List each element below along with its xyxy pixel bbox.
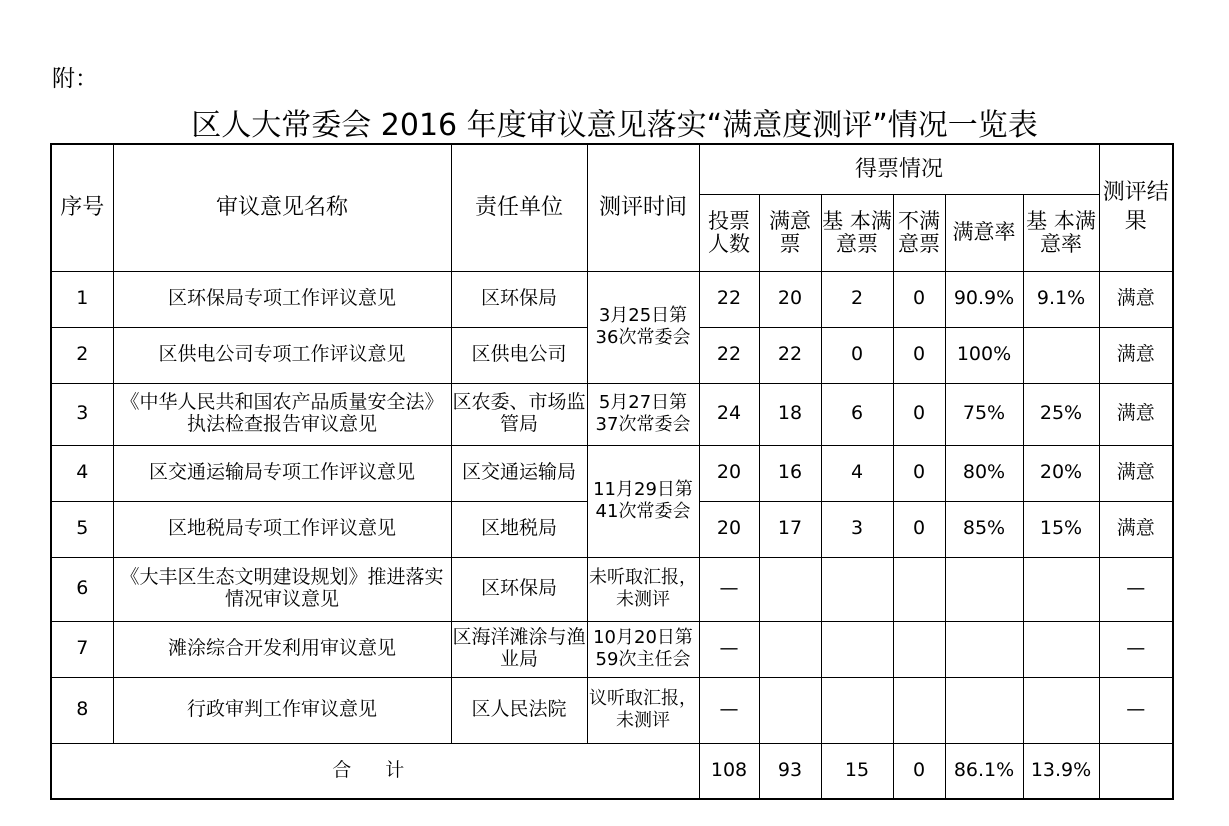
row-unit: 区地税局 bbox=[451, 501, 587, 557]
row-rate: 85% bbox=[945, 501, 1023, 557]
row-unsat bbox=[893, 557, 945, 621]
row-basic: 2 bbox=[821, 271, 893, 327]
row-time: 议听取汇报，未测评 bbox=[587, 677, 699, 743]
page-title: 区人大常委会 2016 年度审议意见落实“满意度测评”情况一览表 bbox=[191, 108, 1038, 143]
header-result: 测评结果 bbox=[1099, 144, 1173, 271]
row-rate: 75% bbox=[945, 383, 1023, 445]
row-satisfied: 16 bbox=[759, 445, 821, 501]
row-name: 《大丰区生态文明建设规划》推进落实情况审议意见 bbox=[113, 557, 451, 621]
row-seq: 5 bbox=[51, 501, 113, 557]
row-rate bbox=[945, 677, 1023, 743]
total-label: 合 计 bbox=[51, 743, 699, 799]
row-name: 区环保局专项工作评议意见 bbox=[113, 271, 451, 327]
row-unsat bbox=[893, 677, 945, 743]
row-basic-rate bbox=[1023, 621, 1099, 677]
row-time: 10月20日第59次主任会 bbox=[587, 621, 699, 677]
row-basic: 3 bbox=[821, 501, 893, 557]
row-seq: 2 bbox=[51, 327, 113, 383]
row-voters: 24 bbox=[699, 383, 759, 445]
row-unit: 区海洋滩涂与渔业局 bbox=[451, 621, 587, 677]
total-voters: 108 bbox=[699, 743, 759, 799]
row-rate bbox=[945, 557, 1023, 621]
row-satisfied bbox=[759, 677, 821, 743]
row-basic-rate bbox=[1023, 677, 1099, 743]
row-unit: 区农委、市场监管局 bbox=[451, 383, 587, 445]
row-voters: 22 bbox=[699, 271, 759, 327]
row-result: — bbox=[1099, 677, 1173, 743]
total-basic-rate: 13.9% bbox=[1023, 743, 1099, 799]
row-rate bbox=[945, 621, 1023, 677]
row-voters: — bbox=[699, 621, 759, 677]
row-voters: — bbox=[699, 677, 759, 743]
header-unsatisfied: 不满意票 bbox=[893, 194, 945, 271]
row-voters: 22 bbox=[699, 327, 759, 383]
row-result: 满意 bbox=[1099, 327, 1173, 383]
row-satisfied: 17 bbox=[759, 501, 821, 557]
row-seq: 8 bbox=[51, 677, 113, 743]
total-basic: 15 bbox=[821, 743, 893, 799]
row-basic-rate: 25% bbox=[1023, 383, 1099, 445]
row-basic-rate: 9.1% bbox=[1023, 271, 1099, 327]
row-unsat: 0 bbox=[893, 271, 945, 327]
row-result: 满意 bbox=[1099, 445, 1173, 501]
header-seq: 序号 bbox=[51, 144, 113, 271]
row-basic: 4 bbox=[821, 445, 893, 501]
row-basic bbox=[821, 621, 893, 677]
row-basic-rate bbox=[1023, 327, 1099, 383]
row-unit: 区环保局 bbox=[451, 271, 587, 327]
attachment-prefix: 附： bbox=[52, 66, 98, 92]
row-unit: 区交通运输局 bbox=[451, 445, 587, 501]
header-satisfied: 满意票 bbox=[759, 194, 821, 271]
row-basic-rate bbox=[1023, 557, 1099, 621]
row-seq: 6 bbox=[51, 557, 113, 621]
header-basic-rate: 基 本满意率 bbox=[1023, 194, 1099, 271]
row-time: 11月29日第41次常委会 bbox=[587, 445, 699, 557]
row-unit: 区供电公司 bbox=[451, 327, 587, 383]
row-time: 5月27日第37次常委会 bbox=[587, 383, 699, 445]
header-unit: 责任单位 bbox=[451, 144, 587, 271]
row-result: 满意 bbox=[1099, 501, 1173, 557]
header-voters: 投票人数 bbox=[699, 194, 759, 271]
evaluation-table bbox=[50, 143, 1174, 800]
total-satisfied: 93 bbox=[759, 743, 821, 799]
row-basic bbox=[821, 677, 893, 743]
row-seq: 7 bbox=[51, 621, 113, 677]
row-basic bbox=[821, 557, 893, 621]
row-name: 行政审判工作审议意见 bbox=[113, 677, 451, 743]
row-satisfied: 22 bbox=[759, 327, 821, 383]
row-unsat: 0 bbox=[893, 501, 945, 557]
row-unit: 区人民法院 bbox=[451, 677, 587, 743]
total-rate: 86.1% bbox=[945, 743, 1023, 799]
row-satisfied bbox=[759, 557, 821, 621]
header-basic-satisfied: 基 本满意票 bbox=[821, 194, 893, 271]
header-rate: 满意率 bbox=[945, 194, 1023, 271]
row-unsat: 0 bbox=[893, 445, 945, 501]
row-basic-rate: 15% bbox=[1023, 501, 1099, 557]
row-result: — bbox=[1099, 621, 1173, 677]
header-votes-group: 得票情况 bbox=[699, 144, 1099, 194]
row-time: 未听取汇报，未测评 bbox=[587, 557, 699, 621]
row-unsat bbox=[893, 621, 945, 677]
header-name: 审议意见名称 bbox=[113, 144, 451, 271]
total-result bbox=[1099, 743, 1173, 799]
row-seq: 3 bbox=[51, 383, 113, 445]
row-name: 《中华人民共和国农产品质量安全法》执法检查报告审议意见 bbox=[113, 383, 451, 445]
row-basic: 6 bbox=[821, 383, 893, 445]
row-voters: 20 bbox=[699, 501, 759, 557]
row-voters: 20 bbox=[699, 445, 759, 501]
row-unsat: 0 bbox=[893, 327, 945, 383]
row-basic-rate: 20% bbox=[1023, 445, 1099, 501]
row-basic: 0 bbox=[821, 327, 893, 383]
row-seq: 1 bbox=[51, 271, 113, 327]
row-unsat: 0 bbox=[893, 383, 945, 445]
header-time: 测评时间 bbox=[587, 144, 699, 271]
row-result: — bbox=[1099, 557, 1173, 621]
row-name: 区交通运输局专项工作评议意见 bbox=[113, 445, 451, 501]
row-rate: 80% bbox=[945, 445, 1023, 501]
row-rate: 90.9% bbox=[945, 271, 1023, 327]
row-voters: — bbox=[699, 557, 759, 621]
row-result: 满意 bbox=[1099, 271, 1173, 327]
row-satisfied: 20 bbox=[759, 271, 821, 327]
row-name: 区供电公司专项工作评议意见 bbox=[113, 327, 451, 383]
row-rate: 100% bbox=[945, 327, 1023, 383]
row-result: 满意 bbox=[1099, 383, 1173, 445]
row-time: 3月25日第36次常委会 bbox=[587, 271, 699, 383]
row-satisfied bbox=[759, 621, 821, 677]
row-name: 滩涂综合开发利用审议意见 bbox=[113, 621, 451, 677]
row-satisfied: 18 bbox=[759, 383, 821, 445]
total-unsat: 0 bbox=[893, 743, 945, 799]
row-name: 区地税局专项工作评议意见 bbox=[113, 501, 451, 557]
row-seq: 4 bbox=[51, 445, 113, 501]
row-unit: 区环保局 bbox=[451, 557, 587, 621]
